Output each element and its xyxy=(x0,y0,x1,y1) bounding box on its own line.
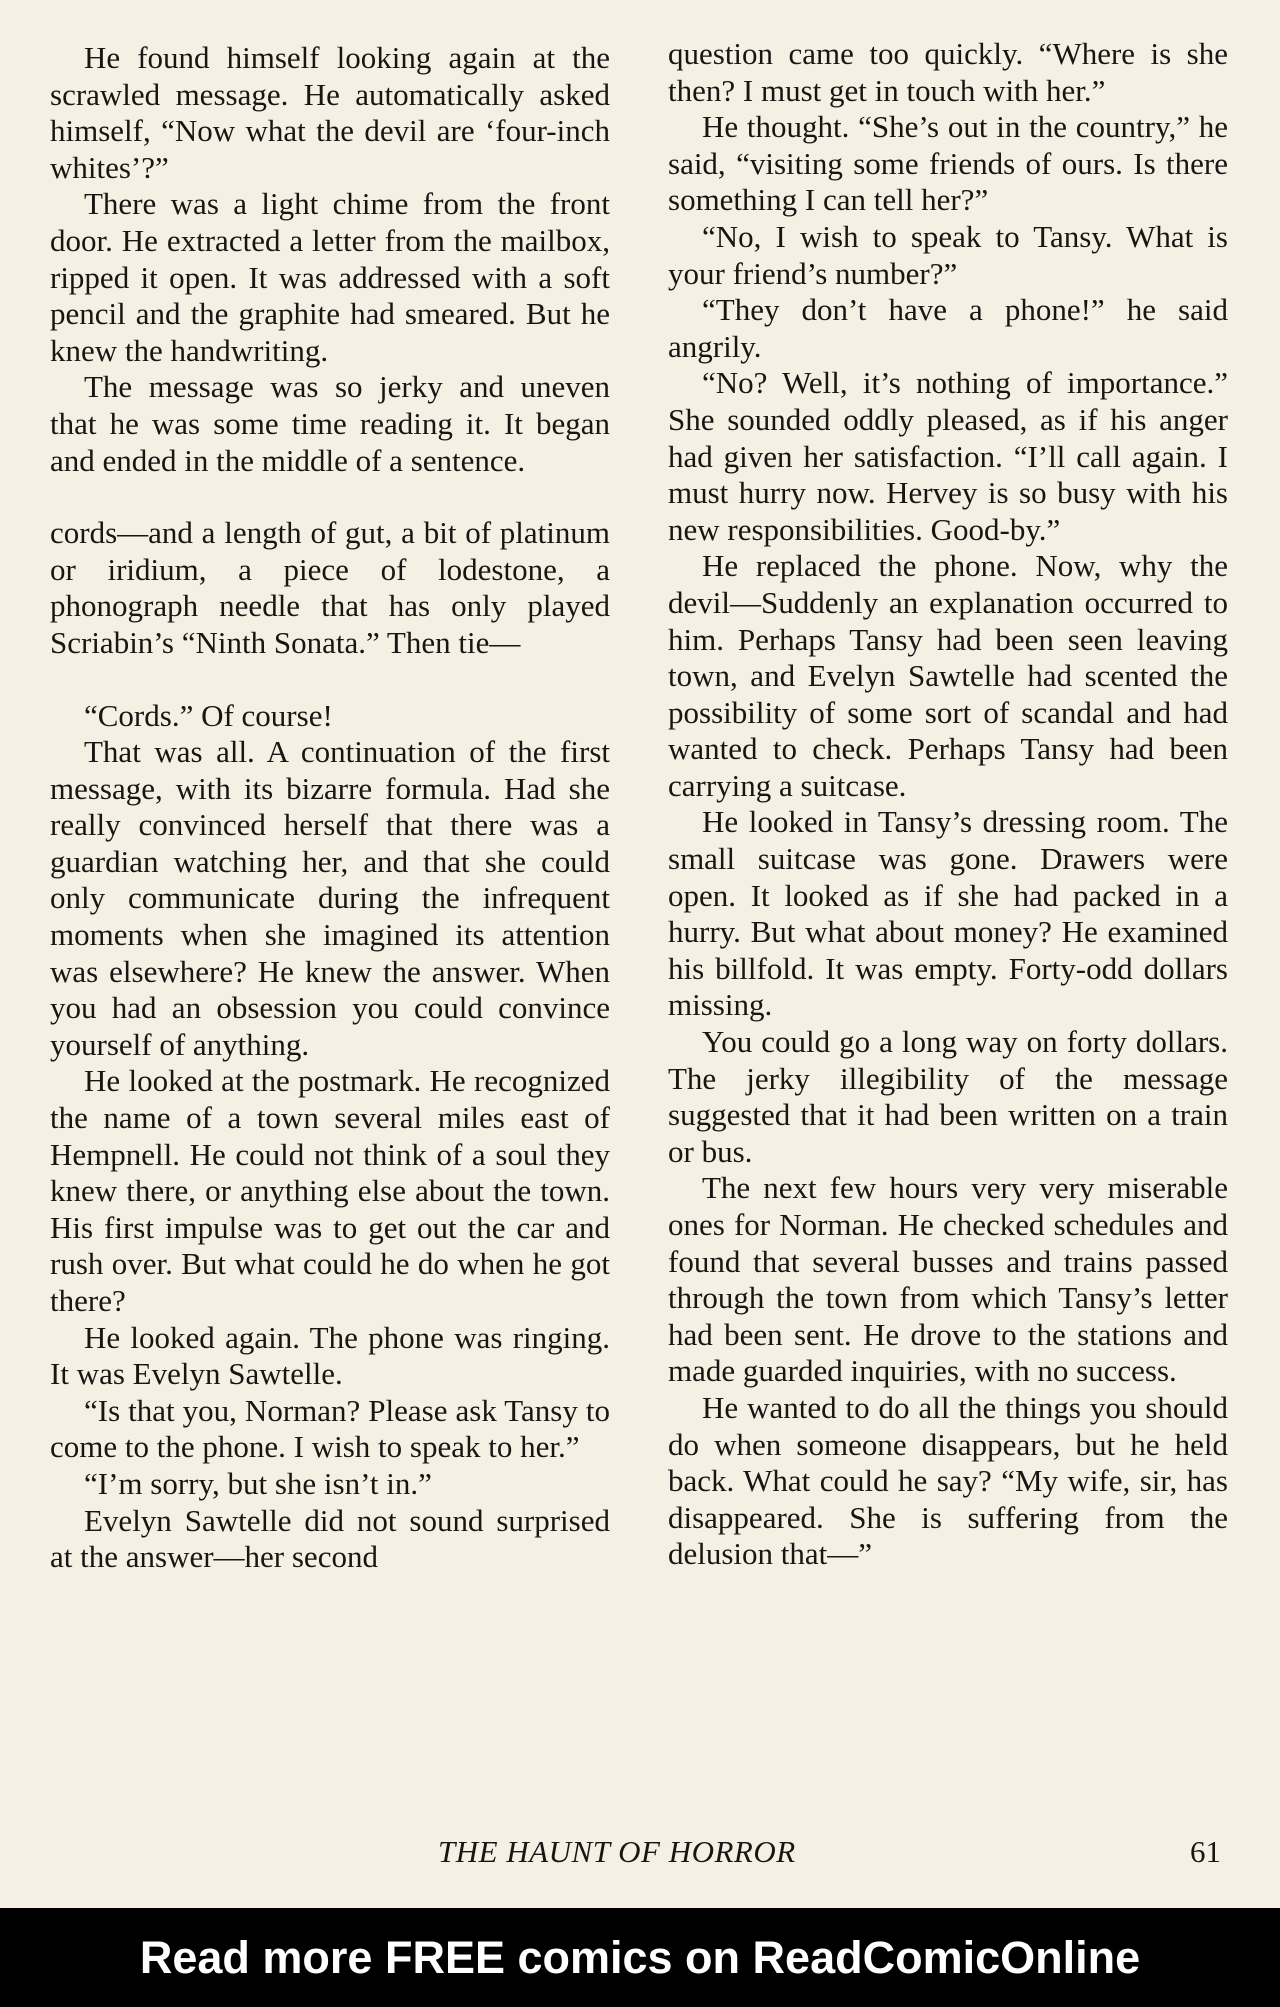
left-text-column xyxy=(50,40,610,1576)
paragraph: “Cords.” Of course! xyxy=(84,697,333,733)
paragraph: “Is that you, Norman? Please ask Tansy to come to the phone. I wish to speak to her.” xyxy=(50,1392,610,1465)
paragraph: He looked at the postmark. He recognized the name of a town several miles east of Hempnell. He could not think of a soul they knew there, or anything else about the town. His first impulse was to get out the car and rush over. But what could he do when he got there? xyxy=(50,1063,610,1318)
paragraph: He found himself looking again at the scrawled message. He automatically asked himself, “Now what the devil are ‘four-inch whites’?” xyxy=(50,40,610,185)
paragraph: That was all. A continuation of the first message, with its bizarre formula. Had she really convinced herself that there was a guardian watching her, and that she could only communicate during the infrequent moments when she imagined its attention was elsewhere? He knew the answer. When you had an obsession you could convince yourself of anything. xyxy=(50,734,610,1062)
page-number: 61 xyxy=(1190,1834,1221,1869)
quoted-letter: cords—and a length of gut, a bit of platinum or iridium, a piece of lodestone, a phonograph needle that has only played Scriabin’s “Ninth Sonata.” Then tie— xyxy=(50,515,610,660)
paragraph: “No? Well, it’s nothing of importance.” She sounded oddly pleased, as if his anger had given her satisfaction. “I’ll call again. I must hurry now. Hervey is so busy with his new responsibilities. Good-by.” xyxy=(668,365,1228,547)
paragraph: The message was so jerky and uneven that he was some time reading it. It began and ended in the middle of a sentence. xyxy=(50,369,610,478)
paragraph: You could go a long way on forty dollars. The jerky illegibility of the message suggested that it had been written on a train or bus. xyxy=(668,1024,1228,1169)
paragraph: Evelyn Sawtelle did not sound surprised at the answer—her second xyxy=(50,1502,610,1575)
paragraph: He replaced the phone. Now, why the devil—Suddenly an explanation occurred to him. Perhaps Tansy had been seen leaving town, and Evelyn Sawtelle had scented the possibility of some sort of scandal and had wanted to check. Perhaps Tansy had been carrying a suitcase. xyxy=(668,548,1228,803)
paragraph: He wanted to do all the things you should do when someone disappears, but he held back. What could he say? “My wife, sir, has disappeared. She is suffering from the delusion that—” xyxy=(668,1389,1228,1572)
paragraph: He thought. “She’s out in the country,” he said, “visiting some friends of ours. Is there something I can tell her?” xyxy=(668,109,1228,218)
paragraph: “They don’t have a phone!” he said angrily. xyxy=(668,292,1228,364)
paragraph: “I’m sorry, but she isn’t in.” xyxy=(84,1465,432,1501)
paragraph: question came too quickly. “Where is she then? I must get in touch with her.” xyxy=(668,36,1228,108)
paragraph: He looked again. The phone was ringing. It was Evelyn Sawtelle. xyxy=(50,1319,610,1392)
paragraph: “No, I wish to speak to Tansy. What is your friend’s number?” xyxy=(668,218,1228,291)
paragraph: The next few hours very very miserable ones for Norman. He checked schedules and found that several busses and trains passed through the town from which Tansy’s letter had been sent. He drove to the stations and made guarded inquiries, with no success. xyxy=(668,1170,1228,1389)
right-text-column xyxy=(668,36,1228,1573)
paragraph: He looked in Tansy’s dressing room. The small suitcase was gone. Drawers were open. It looked as if she had packed in a hurry. But what about money? He examined his billfold. It was empty. Forty-odd dollars missing. xyxy=(668,804,1228,1023)
magazine-title-footer: THE HAUNT OF HORROR xyxy=(438,1834,796,1869)
read-more-banner-link[interactable]: Read more FREE comics on ReadComicOnline xyxy=(0,1908,1280,2007)
paragraph: There was a light chime from the front door. He extracted a letter from the mailbox, ripped it open. It was addressed with a soft pencil and the graphite had smeared. But he knew the handwriting. xyxy=(50,186,610,368)
